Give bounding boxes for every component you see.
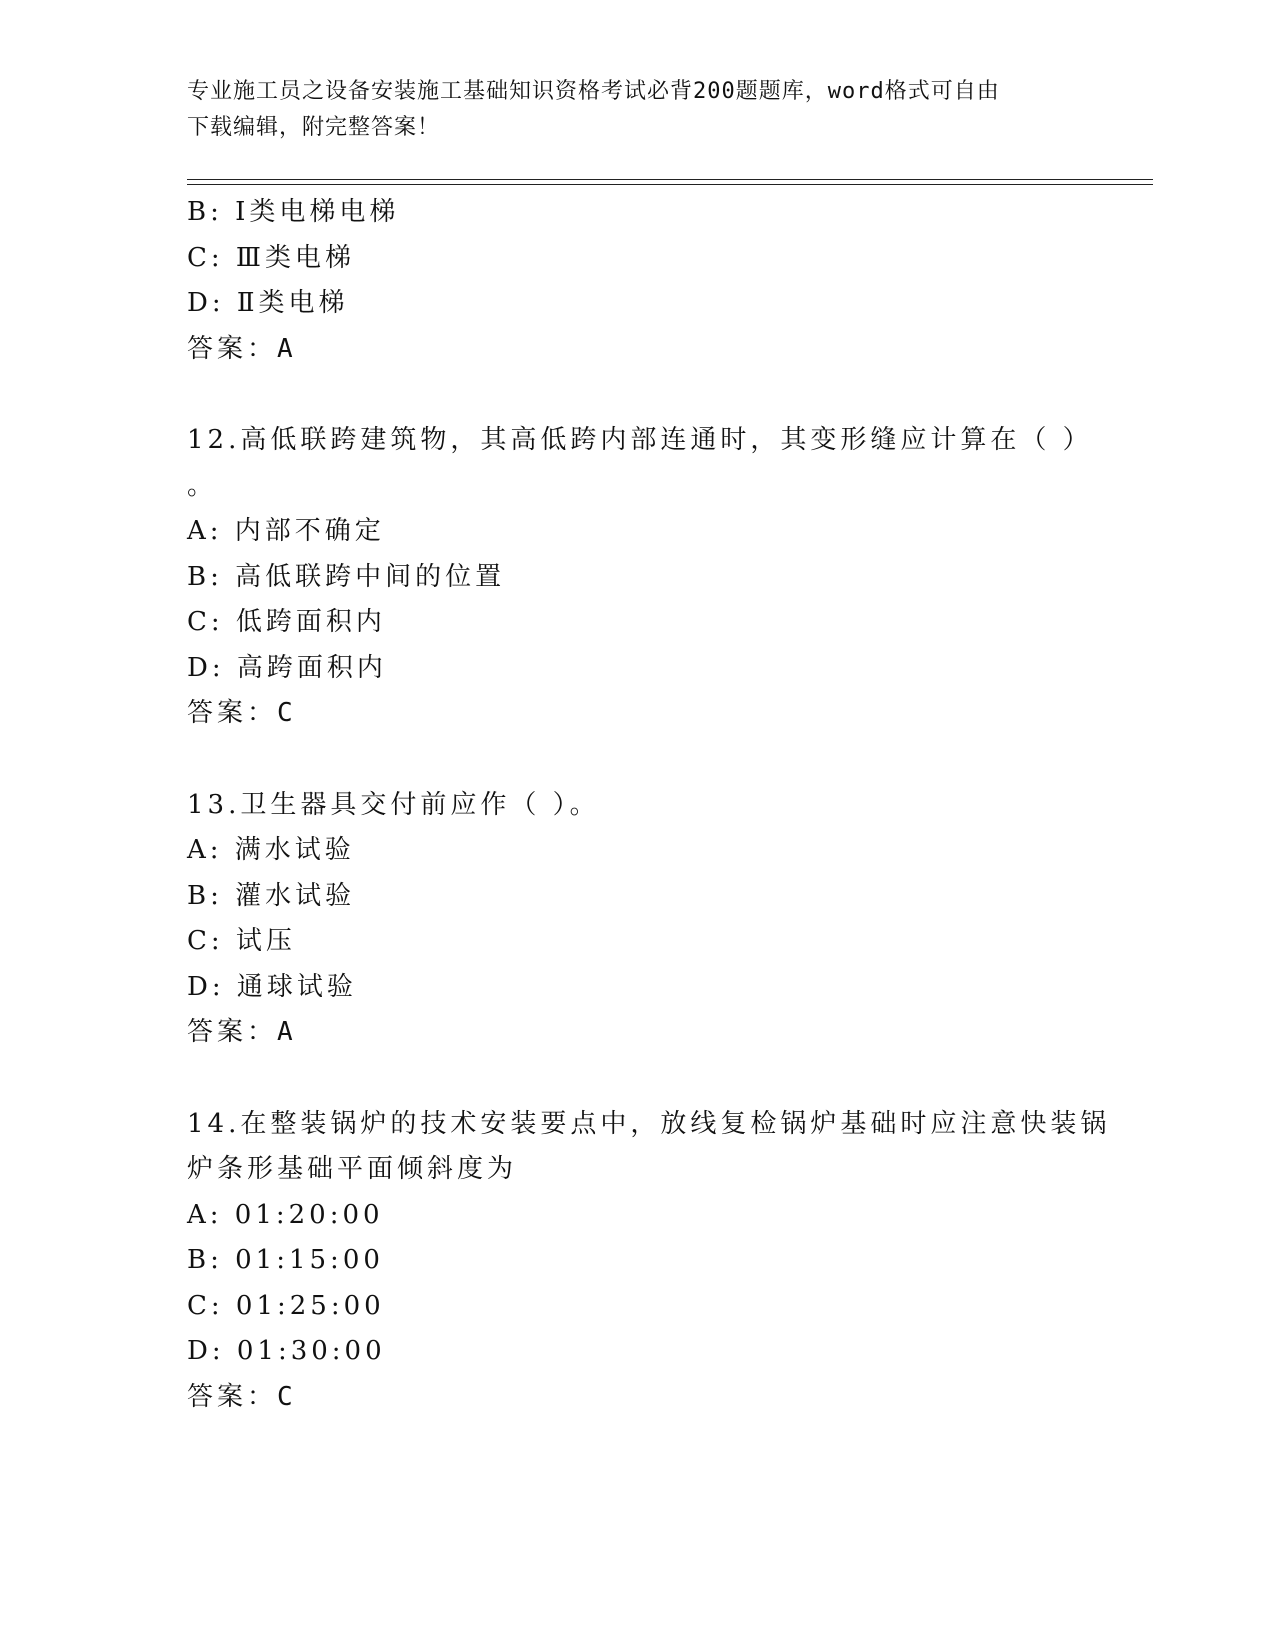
option-b: B: 01:15:00 bbox=[187, 1245, 384, 1275]
option-c: C: Ⅲ类电梯 bbox=[187, 242, 355, 273]
question-stem-line-1: 14.在整装锅炉的技术安装要点中，放线复检锅炉基础时应注意快装锅 bbox=[187, 1108, 1111, 1139]
header-rule-top bbox=[187, 179, 1153, 180]
question-stem-line-1: 13.卫生器具交付前应作（ ）。 bbox=[187, 789, 600, 820]
question-stem-line-1: 12.高低联跨建筑物，其高低跨内部连通时，其变形缝应计算在（ ） bbox=[187, 425, 1093, 455]
option-b: B: 灌水试验 bbox=[187, 880, 356, 911]
option-c: C: 试压 bbox=[187, 926, 296, 956]
answer bbox=[187, 691, 1153, 737]
answer-label: 答案： bbox=[187, 698, 278, 728]
question-11 bbox=[187, 190, 1153, 372]
option-a: A: 01:20:00 bbox=[187, 1199, 384, 1230]
option-a: A: 内部不确定 bbox=[187, 516, 385, 546]
header-line-1: 专业施工员之设备安装施工基础知识资格考试必背200题题库，word格式可自由 bbox=[187, 79, 1000, 104]
question-list bbox=[187, 190, 1153, 1420]
option-d: D: 通球试验 bbox=[187, 971, 357, 1002]
answer-value: C bbox=[277, 698, 297, 728]
question-14 bbox=[187, 1102, 1153, 1421]
answer bbox=[187, 1375, 1153, 1421]
question-stem-line-2: 。 bbox=[187, 470, 218, 501]
answer-value: A bbox=[277, 1017, 297, 1047]
question-stem-line-2: 炉条形基础平面倾斜度为 bbox=[187, 1154, 518, 1184]
option-a: A: 满水试验 bbox=[187, 835, 355, 865]
option-b: B: 高低联跨中间的位置 bbox=[187, 561, 506, 592]
question-13 bbox=[187, 783, 1153, 1056]
option-b: B: Ⅰ类电梯电梯 bbox=[187, 197, 400, 227]
answer-value: A bbox=[277, 333, 297, 364]
answer-label: 答案： bbox=[187, 333, 278, 364]
document-header bbox=[187, 74, 1067, 146]
option-c: C: 01:25:00 bbox=[187, 1290, 385, 1321]
header-rule-bottom bbox=[187, 184, 1153, 185]
answer-value: C bbox=[277, 1381, 297, 1412]
option-c: C: 低跨面积内 bbox=[187, 607, 386, 637]
answer-label: 答案： bbox=[187, 1381, 278, 1412]
option-d: D: Ⅱ类电梯 bbox=[187, 288, 349, 318]
question-12 bbox=[187, 418, 1153, 737]
answer bbox=[187, 1010, 1153, 1056]
option-d: D: 01:30:00 bbox=[187, 1336, 386, 1366]
answer-label: 答案： bbox=[187, 1017, 278, 1047]
option-d: D: 高跨面积内 bbox=[187, 652, 387, 683]
answer bbox=[187, 327, 1153, 373]
header-line-2: 下载编辑，附完整答案！ bbox=[187, 115, 441, 140]
